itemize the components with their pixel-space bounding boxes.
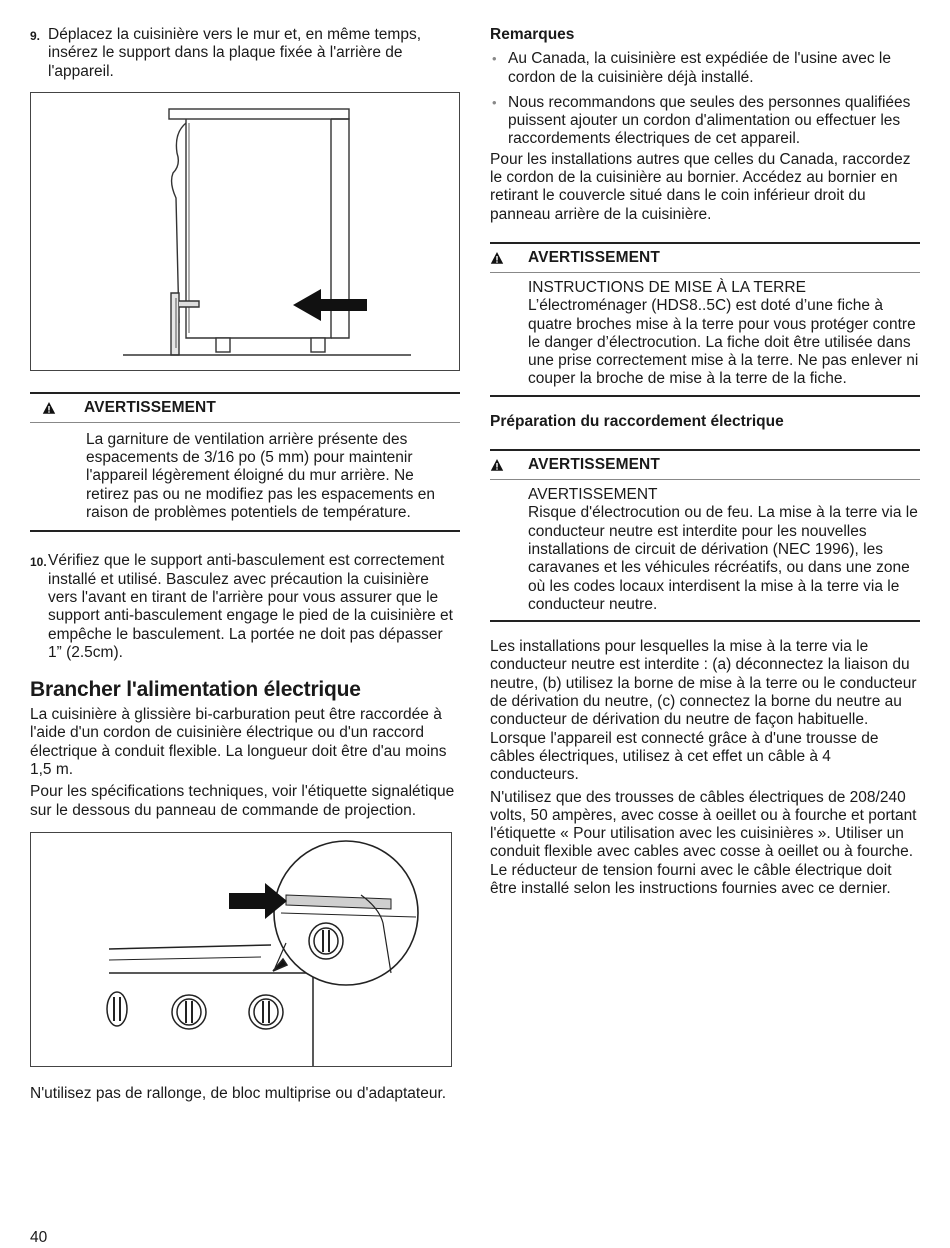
warning-triangle-icon (42, 401, 56, 415)
paragraph: Pour les installations autres que celles du Canada, raccordez le cordon de la cuisinière au bornier. Accédez au bornier en retirant le couvercle situé dans le coin inférieur droit du panneau arrière de la cuisinière. (490, 150, 911, 223)
warning-text: L’électroménager (HDS8..5C) est doté d’une fiche à quatre broches mise à la terre pour vous protéger contre le danger d’électrocution. La fiche doit être utilisée dans une prise correctement mise à la terre. Ne pas enlever ni couper la broche de mise à la terre de la fiche. (528, 297, 919, 388)
right-column (490, 26, 920, 898)
remarks-title: Remarques (490, 26, 575, 43)
warning-text: Risque d'électrocution ou de feu. La mise à la terre via le conducteur neutre est interdite pour les nouvelles installations de circuit de dérivation (NEC 1996), les caravanes et les véhicules récréatifs, ou dans une zone où les codes locaux interdisent la mise à la terre via le conducteur neutre. (528, 504, 918, 613)
step-9 (30, 26, 460, 81)
arrow-left-icon (293, 289, 367, 321)
list-item: • Nous recommandons que seules des personnes qualifiées puissent ajouter un cordon d'alimentation ou effectuer les raccordements électriques de cet appareil. (490, 94, 920, 149)
step-number: 10. (30, 555, 47, 570)
paragraph: N'utilisez pas de rallonge, de bloc multiprise ou d'adaptateur. (30, 1084, 447, 1102)
warning-title: AVERTISSEMENT (528, 455, 660, 473)
warning-grounding (490, 242, 920, 397)
page-number: 40 (30, 1229, 48, 1246)
warning-triangle-icon (490, 251, 504, 265)
paragraph: N'utilisez que des trousses de câbles électriques de 208/240 volts, 50 ampères, avec cosse à oeillet ou à fourche et portant l'étiquette « Pour utilisation avec les cuisinières ». Utiliser un conduit flexible avec cables avec cosse à oeillet ou à fourche. Le réducteur de tension fourni avec le câble électrique doit être installé selon les instructions fournies avec ce dernier. (490, 788, 917, 897)
control-panel-illustration (31, 833, 451, 1066)
knob-icon (249, 995, 283, 1029)
left-column (30, 26, 460, 1103)
warning-title: AVERTISSEMENT (84, 398, 216, 416)
prep-title: Préparation du raccordement électrique (490, 412, 784, 430)
warning-text: La garniture de ventilation arrière présente des espacements de 3/16 po (5 mm) pour maintenir l'appareil légèrement éloigné du mur arrière. Ne retirez pas ou ne modifiez pas les espacements en raison de problèmes potentiels de température. (86, 430, 435, 522)
warning-body (490, 273, 920, 395)
range-side-view-figure (30, 92, 460, 371)
remarks-list (490, 50, 920, 148)
control-panel-figure (30, 832, 452, 1067)
section-title: Brancher l'alimentation électrique (30, 678, 361, 702)
step-number: 9. (30, 29, 41, 43)
warning-subtitle: INSTRUCTIONS DE MISE À LA TERRE (528, 278, 806, 296)
step-text: Déplacez la cuisinière vers le mur et, en même temps, insérez le support dans la plaque fixée à l'arrière de l'appareil. (48, 26, 422, 80)
warning-header (490, 244, 920, 273)
warning-header (30, 394, 460, 423)
warning-title: AVERTISSEMENT (528, 248, 660, 266)
step-10 (30, 552, 460, 662)
warning-header (490, 451, 920, 480)
paragraph: La cuisinière à glissière bi-carburation peut être raccordée à l'aide d'un cordon de cuisinière électrique ou d'un raccord électrique à conduit flexible. La longueur doit être d'au moins 1,5 m. (30, 706, 447, 779)
list-item: • Au Canada, la cuisinière est expédiée de l'usine avec le cordon de la cuisinière déjà installé. (490, 50, 920, 87)
knob-icon (172, 995, 206, 1029)
paragraph: Pour les spécifications techniques, voir l'étiquette signalétique sur le dessous du panneau de commande de projection. (30, 783, 455, 819)
warning-ventilation (30, 392, 460, 532)
warning-neutral (490, 449, 920, 622)
warning-body (30, 423, 460, 530)
paragraph: Les installations pour lesquelles la mise à la terre via le conducteur neutre est interdite : (a) déconnectez la liaison du neutre, (b) utilisez la borne de mise à la terre ou le conducteur de dérivation du neutre, (c) connectez la borne du neutre au conducteur de dérivation du neutre de façon habituelle. Lorsque l'appareil est connecté grâce à d'une trousse de câbles électriques, utilisez à cet effet un câble à 4 conducteurs. (490, 638, 917, 784)
step-text: Vérifiez que le support anti-basculement est correctement installé et utilisé. Basculez avec précaution la cuisinière vers l'avant en tirant de l'arrière pour vous assurer que le support anti-basculement engage le pied de la cuisinière et empêche le basculement. La portée ne doit pas dépasser 1” (2.5cm). (48, 552, 453, 661)
warning-triangle-icon (490, 458, 504, 472)
knob-icon (107, 992, 127, 1026)
range-side-illustration (31, 93, 459, 370)
warning-body (490, 480, 920, 620)
warning-subtitle: AVERTISSEMENT (528, 486, 658, 504)
